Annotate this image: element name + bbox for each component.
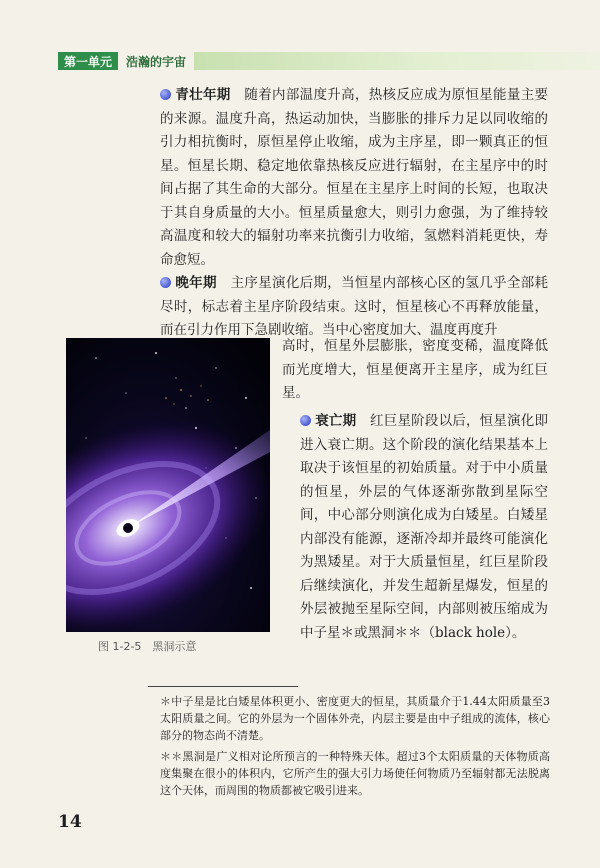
paragraph-lead: 晚年期 [175, 275, 217, 291]
bullet-dot-icon [300, 415, 311, 426]
paragraph-lead: 青壮年期 [175, 87, 231, 103]
paragraph-text: 随着内部温度升高，热核反应成为原恒星能量主要的来源。温度升高，热运动加快，当膨胀的排斥力足以同收缩的引力相抗衡时，原恒星停止收缩，成为主序星，即一颗真正的恒星。恒星长期、稳定地依靠热核反应进行辐射，在主星序中的时间占据了其生命的大部分。恒星在主星序上时间的长短，也取决于其自身质量的大小。恒星质量愈大，则引力愈强，为了维持较高温度和较大的辐射功率来抗衡引力收缩，氢燃料消耗更快，寿命愈短。 [160, 87, 549, 268]
footnote-black-hole: ＊＊黑洞是广义相对论所预言的一种特殊天体。超过3个太阳质量的天体物质高度集聚在很小的体积内，它所产生的强大引力场使任何物质乃至辐射都无法脱离这个天体，而周围的物质都被它吸引进来。 [160, 750, 550, 797]
paragraph-decline-stage [300, 410, 548, 645]
paragraph-text: 高时，恒星外层膨胀，密度变稀，温度降低而光度增大，恒星便离开主星序，成为红巨星。 [282, 338, 548, 401]
paragraph-late-stage-continued [282, 335, 548, 406]
footnote-neutron-star: ＊中子星是比白矮星体积更小、密度更大的恒星，其质量介于1.44太阳质量至3太阳质量之间。它的外层为一个固体外壳，内层主要是由中子组成的流体，核心部分的物态尚不清楚。 [160, 695, 550, 742]
page-number: 14 [58, 812, 82, 832]
unit-title: 浩瀚的宇宙 [126, 54, 187, 69]
page-header [58, 52, 600, 70]
bullet-dot-icon [160, 277, 171, 288]
paragraph-prime-stage [160, 84, 548, 272]
paragraph-lead: 衰亡期 [315, 413, 357, 429]
black-hole-illustration [66, 338, 270, 632]
bullet-dot-icon [160, 89, 171, 100]
paragraph-text: 主序星演化后期，当恒星内部核心区的氢几乎全部耗尽时，标志着主星序阶段结束。这时，恒星核心不再释放能量，而在引力作用下急剧收缩。当中心密度加大、温度再度升 [160, 275, 549, 338]
figure-caption: 图 1-2-5 黑洞示意 [98, 640, 197, 653]
unit-label: 第一单元 [58, 52, 118, 70]
paragraph-late-stage [160, 272, 548, 343]
paragraph-text: 红巨星阶段以后，恒星演化即进入衰亡期。这个阶段的演化结果基本上取决于该恒星的初始质量。对于中小质量的恒星，外层的气体逐渐弥散到星际空间，中心部分则演化成为白矮星。白矮星内部没有能源，逐渐冷却并最终可能演化为黑矮星。对于大质量恒星，红巨星阶段后继续演化，并发生超新星爆发，恒星的外层被抛至星际空间，内部则被压缩成为中子星＊或黑洞＊＊（black hole）。 [300, 413, 549, 641]
footnote-divider [148, 686, 298, 687]
header-band [194, 52, 600, 70]
